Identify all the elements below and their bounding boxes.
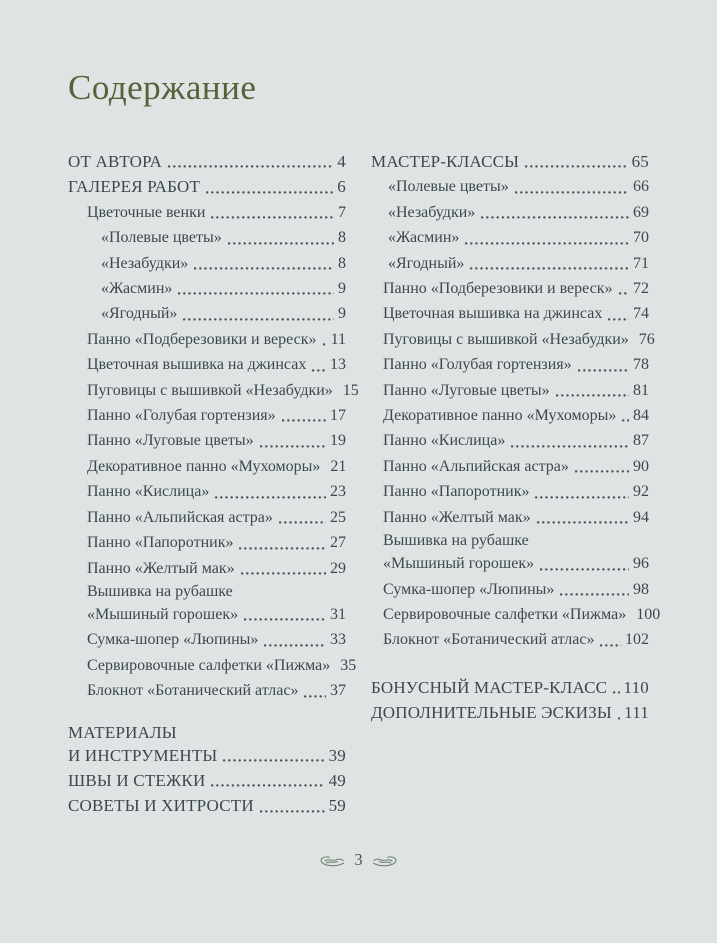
toc-entry-label: Панно «Подберезовики и вереск»: [87, 330, 317, 348]
toc-entry: [68, 225, 346, 250]
toc-page-number: 69: [633, 203, 649, 221]
leader-dots: [215, 496, 326, 499]
toc-page-number: 7: [338, 203, 346, 221]
toc-page-number: 9: [338, 280, 346, 298]
toc-entry-label: «Ягодный»: [101, 305, 178, 323]
page-title: Содержание: [68, 68, 257, 107]
leader-dots: [619, 292, 629, 295]
leader-dots: [260, 810, 325, 813]
toc-page-number: 71: [633, 254, 649, 272]
toc-entry: [68, 200, 346, 225]
toc-page-number: 110: [623, 677, 649, 697]
toc-entry-label: Панно «Папоротник»: [383, 483, 530, 501]
toc-entry-label: Панно «Луговые цветы»: [383, 381, 550, 399]
toc-entry-label: Сервировочные салфетки «Пижма»: [87, 656, 331, 674]
toc-entry: [371, 479, 649, 504]
leader-dots: [515, 191, 629, 194]
leader-dots: [194, 267, 334, 270]
toc-entry: [371, 627, 649, 652]
toc-entry: [68, 556, 346, 581]
leader-dots: [481, 216, 629, 219]
toc-entry: [371, 577, 649, 602]
toc-entry: [371, 454, 649, 479]
leader-dots: [260, 445, 326, 448]
toc-entry: [371, 428, 649, 453]
toc-entry: [68, 276, 346, 301]
toc-page-number: 37: [330, 682, 346, 700]
toc-entry: [371, 149, 649, 174]
toc-entry: [371, 174, 649, 199]
leader-dots: [618, 717, 620, 720]
toc-page-number: 111: [624, 703, 649, 723]
leader-dots: [223, 759, 324, 762]
leader-dots: [304, 695, 326, 698]
toc-entry-label: Декоративное панно «Мухоморы»: [383, 407, 617, 425]
toc-entry-label: Панно «Кислица»: [87, 483, 210, 501]
leader-dots: [540, 568, 629, 571]
leader-dots: [511, 445, 629, 448]
toc-page-number: 65: [631, 152, 649, 171]
toc-page-number: 72: [633, 280, 649, 298]
toc-page-number: 35: [340, 656, 357, 674]
toc-entry-label: «Мышиный горошек»: [87, 605, 239, 623]
toc-page-number: 27: [330, 534, 346, 552]
toc-page-number: 90: [633, 457, 649, 475]
toc-entry-label: ГАЛЕРЕЯ РАБОТ: [68, 177, 201, 197]
leader-dots: [578, 369, 629, 372]
toc-page-number: 15: [342, 381, 359, 399]
toc-entry-label: ДОПОЛНИТЕЛЬНЫЕ ЭСКИЗЫ: [371, 703, 612, 723]
toc-entry: [371, 276, 649, 301]
toc-entry-label: Блокнот «Ботанический атлас»: [383, 631, 595, 649]
leader-dots: [168, 165, 333, 168]
toc-page-number: 98: [633, 580, 649, 598]
leader-dots: [211, 216, 334, 219]
toc-page-number: 17: [330, 407, 346, 425]
toc-entry-label: «Ягодный»: [388, 254, 465, 272]
toc-entry-label: Пуговицы с вышивкой «Незабудки»: [87, 381, 333, 399]
leader-dots: [206, 191, 333, 194]
toc-entry-label: Панно «Подберезовики и вереск»: [383, 280, 613, 298]
toc-entry-line1: [68, 581, 346, 602]
toc-entry: [371, 505, 649, 530]
wave-flourish-mirrored-icon: [372, 854, 398, 867]
toc-entry: [371, 200, 649, 225]
leader-dots: [228, 242, 334, 245]
toc-entry-label: Панно «Папоротник»: [87, 534, 234, 552]
toc-page-number: 76: [638, 330, 655, 348]
leader-dots: [525, 165, 627, 168]
toc-page-number: 102: [625, 631, 649, 649]
toc-entry-label: Панно «Альпийская астра»: [383, 457, 569, 475]
toc-entry: [371, 602, 661, 627]
leader-dots: [312, 369, 326, 372]
toc-entry-label: «Мышиный горошек»: [383, 555, 535, 573]
toc-entry-label: Панно «Альпийская астра»: [87, 508, 273, 526]
leader-dots: [264, 644, 326, 647]
toc-entry: [371, 251, 649, 276]
toc-entry-label: Вышивка на рубашке: [87, 582, 233, 600]
toc-page-number: 87: [633, 432, 649, 450]
leader-dots: [613, 691, 619, 694]
toc-page-number: 13: [330, 356, 346, 374]
toc-entry: [371, 225, 649, 250]
toc-page-number: 21: [330, 457, 347, 475]
toc-entry: [68, 174, 346, 199]
toc-entry: [68, 378, 359, 403]
toc-entry: [68, 479, 346, 504]
toc-entry: [371, 700, 649, 725]
toc-entry-label: «Жасмин»: [388, 229, 460, 247]
toc-entry-label: Декоративное панно «Мухоморы»: [87, 457, 321, 475]
toc-page-number: 49: [328, 770, 346, 790]
toc-page-number: 8: [338, 229, 346, 247]
toc-entry: [68, 793, 346, 818]
toc-entry: [68, 768, 346, 793]
toc-entry-label: «Полевые цветы»: [388, 178, 509, 196]
toc-page-number: 33: [330, 631, 346, 649]
leader-dots: [279, 521, 326, 524]
leader-dots: [608, 318, 629, 321]
toc-page-number: 6: [337, 177, 346, 197]
toc-entry-label: МАТЕРИАЛЫ: [68, 722, 177, 742]
leader-dots: [282, 419, 326, 422]
toc-entry-label: Вышивка на рубашке: [383, 532, 529, 550]
toc-entry-label: «Незабудки»: [101, 254, 189, 272]
toc-entry: [68, 352, 346, 377]
toc-page-number: 19: [330, 432, 346, 450]
toc-page-number: 39: [328, 745, 346, 765]
toc-page-number: 9: [338, 305, 346, 323]
toc-entry: [68, 602, 346, 627]
wave-flourish-icon: [319, 854, 345, 867]
toc-page-number: 74: [633, 305, 649, 323]
toc-page-number: 92: [633, 483, 649, 501]
leader-dots: [241, 572, 326, 575]
leader-dots: [556, 394, 629, 397]
toc-entry: [371, 403, 649, 428]
toc-entry: [68, 627, 346, 652]
toc-entry: [371, 327, 655, 352]
toc-entry-label: «Жасмин»: [101, 280, 173, 298]
toc-entry-label: Панно «Желтый мак»: [383, 508, 531, 526]
toc-entry-label: Пуговицы с вышивкой «Незабудки»: [383, 330, 629, 348]
toc-entry-label: Цветочные венки: [87, 203, 206, 221]
leader-dots: [470, 267, 629, 270]
toc-entry-label: «Незабудки»: [388, 203, 476, 221]
toc-entry-label: ШВЫ И СТЕЖКИ: [68, 770, 206, 790]
toc-entry-label: Цветочная вышивка на джинсах: [87, 356, 307, 374]
toc-page-number: 96: [633, 555, 649, 573]
toc-column-right: [371, 149, 661, 819]
toc-page-number: 8: [338, 254, 346, 272]
toc-page-number: 29: [330, 559, 346, 577]
toc-entry-label: Панно «Желтый мак»: [87, 559, 235, 577]
toc-entry-label: Сервировочные салфетки «Пижма»: [383, 605, 627, 623]
toc-entry-label: Сумка-шопер «Люпины»: [87, 631, 259, 649]
leader-dots: [465, 242, 629, 245]
toc-page-number: 81: [633, 381, 649, 399]
leader-dots: [183, 318, 334, 321]
table-of-contents: [68, 149, 661, 819]
toc-page-number: 94: [633, 508, 649, 526]
toc-entry-line1: [371, 530, 649, 551]
toc-page-number: 100: [636, 605, 661, 623]
toc-entry: [68, 403, 346, 428]
folio-page-number: 3: [354, 849, 363, 869]
leader-dots: [323, 343, 327, 346]
toc-page-number: 70: [633, 229, 649, 247]
toc-page-number: 66: [633, 178, 649, 196]
toc-entry-label: Панно «Голубая гортензия»: [383, 356, 572, 374]
toc-entry: [371, 301, 649, 326]
toc-entry: [68, 301, 346, 326]
toc-entry-label: Сумка-шопер «Люпины»: [383, 580, 555, 598]
toc-page-number: 4: [337, 152, 346, 171]
toc-entry-label: Цветочная вышивка на джинсах: [383, 305, 603, 323]
toc-entry: [371, 378, 649, 403]
leader-dots: [244, 618, 326, 621]
toc-page-number: 84: [633, 407, 649, 425]
toc-entry-label: «Полевые цветы»: [101, 229, 222, 247]
toc-entry-line1: [68, 722, 346, 743]
leader-dots: [537, 521, 629, 524]
toc-page-number: 23: [330, 483, 346, 501]
toc-entry: [371, 352, 649, 377]
leader-dots: [535, 496, 629, 499]
toc-entry-label: И ИНСТРУМЕНТЫ: [68, 745, 218, 765]
toc-entry-label: Блокнот «Ботанический атлас»: [87, 682, 299, 700]
toc-entry: [371, 551, 649, 576]
leader-dots: [178, 292, 334, 295]
leader-dots: [575, 470, 629, 473]
page-footer: [0, 849, 717, 871]
toc-entry: [68, 505, 346, 530]
toc-entry: [68, 678, 346, 703]
toc-entry: [68, 251, 346, 276]
leader-dots: [239, 547, 326, 550]
leader-dots: [211, 784, 324, 787]
toc-page-number: 78: [633, 356, 649, 374]
toc-entry-label: Панно «Луговые цветы»: [87, 432, 254, 450]
toc-entry-label: МАСТЕР-КЛАССЫ: [371, 152, 520, 171]
toc-column-left: [68, 149, 359, 819]
leader-dots: [622, 419, 629, 422]
toc-entry: [68, 530, 346, 555]
toc-entry-label: СОВЕТЫ И ХИТРОСТИ: [68, 796, 254, 816]
toc-entry: [371, 675, 649, 700]
toc-entry-label: ОТ АВТОРА: [68, 152, 163, 171]
toc-entry: [68, 327, 346, 352]
toc-entry: [68, 428, 346, 453]
toc-entry: [68, 653, 357, 678]
toc-entry: [68, 454, 346, 479]
toc-page-number: 59: [328, 796, 346, 816]
toc-entry-label: Панно «Кислица»: [383, 432, 506, 450]
leader-dots: [560, 593, 629, 596]
toc-page-number: 25: [330, 508, 346, 526]
toc-entry-label: Панно «Голубая гортензия»: [87, 407, 276, 425]
toc-page-number: 11: [330, 330, 346, 348]
leader-dots: [600, 644, 621, 647]
toc-entry: [68, 149, 346, 174]
toc-entry-label: БОНУСНЫЙ МАСТЕР-КЛАСС: [371, 677, 608, 697]
toc-page-number: 31: [330, 605, 346, 623]
toc-entry: [68, 743, 346, 768]
